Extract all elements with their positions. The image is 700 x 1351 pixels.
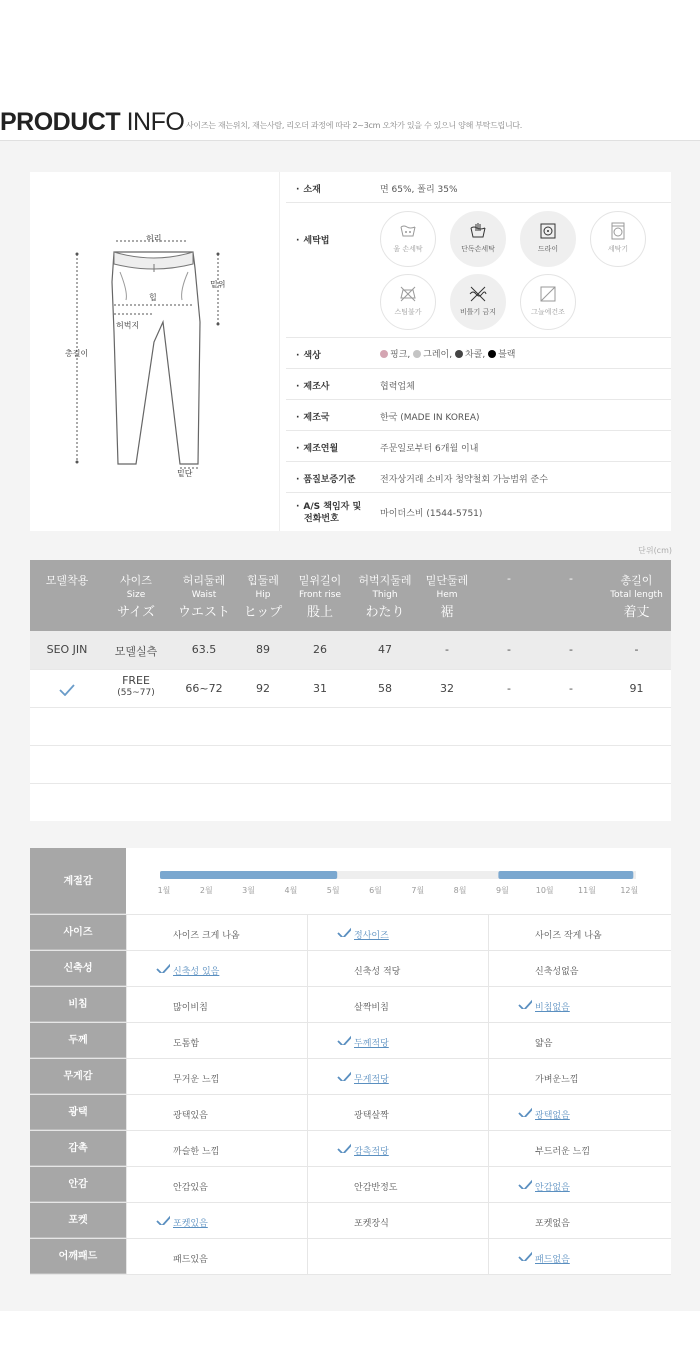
spec-material (286, 172, 671, 203)
fit-option-label: 포켓없음 (535, 1219, 570, 1229)
header-ko: 모델착용 (45, 574, 89, 587)
color-swatch (488, 350, 496, 358)
color-list (380, 347, 515, 360)
fit-option-label: 사이즈 작게 나옴 (535, 931, 602, 941)
fit-option-label: 포켓장식 (354, 1219, 389, 1229)
title-bold: PRODUCT (0, 108, 121, 136)
header-ja: サイズ (117, 605, 155, 620)
color-swatch (455, 350, 463, 358)
spec-value: 마이더스비 (1544-5751) (380, 509, 483, 519)
fit-option-label: 부드러운 느낌 (535, 1147, 591, 1157)
spec-key: · 제조연월 (296, 441, 338, 454)
header-ko: 힙둘레 (247, 574, 279, 587)
spec-key: · 품질보증기준 (296, 472, 356, 485)
size-value-cell: 66~72 (185, 682, 223, 695)
month-label: 11월 (578, 886, 596, 895)
month-label: 10월 (535, 886, 554, 895)
size-name: FREE (122, 674, 150, 687)
fit-option-label: 안감있음 (173, 1183, 208, 1193)
fit-option (488, 1239, 671, 1274)
as-key-line1: A/S 책임자 및 (303, 502, 362, 512)
fit-key: 안감 (30, 1167, 126, 1202)
fit-option (126, 915, 307, 950)
model-cell: - (569, 643, 573, 656)
color-name: 핑크, (390, 350, 414, 360)
size-header-cell (354, 560, 416, 620)
spec-value: 협력업체 (380, 382, 415, 392)
fit-option (126, 1239, 307, 1274)
fit-option (126, 1095, 307, 1130)
size-table-header (30, 560, 671, 631)
as-key-line2: 전화번호 (304, 514, 339, 524)
no-steam-icon (398, 284, 418, 304)
fit-row (30, 1167, 671, 1203)
check-icon (518, 1107, 532, 1117)
size-header-cell (240, 560, 286, 620)
model-cell: 63.5 (191, 643, 217, 656)
month-label: 2월 (199, 886, 213, 895)
wash-label: 드라이 (537, 245, 559, 253)
model-cell: 89 (256, 643, 270, 656)
fit-option (126, 987, 307, 1022)
header-ko: 총길이 (620, 574, 653, 587)
size-table-empty-row (30, 708, 671, 746)
fit-option-label: 얇음 (535, 1039, 553, 1049)
fit-option (307, 1239, 488, 1274)
title-light: INFO (126, 108, 185, 136)
fit-option (126, 1167, 307, 1202)
fit-option-label: 무게적당 (354, 1075, 389, 1085)
fit-option (488, 951, 671, 986)
fit-option (488, 1023, 671, 1058)
wash-label: 단독손세탁 (461, 245, 495, 253)
model-cell: - (634, 643, 639, 656)
size-header-cell (286, 560, 354, 620)
wash-option (450, 274, 506, 330)
size-header-cell (416, 560, 478, 620)
month-label: 5월 (326, 886, 340, 895)
fit-option (488, 1203, 671, 1238)
fit-option (126, 1023, 307, 1058)
fit-option-label: 신축성 적당 (354, 967, 401, 977)
wash-label: 세탁기 (607, 245, 629, 253)
check-icon (156, 1215, 170, 1225)
fit-option-label: 패드없음 (535, 1255, 570, 1265)
fit-option-label: 두께적당 (354, 1039, 389, 1049)
fit-key: 두께 (30, 1023, 126, 1058)
spec-key (296, 501, 361, 525)
size-header-cell (104, 560, 168, 620)
fit-row (30, 1023, 671, 1059)
spec-card (30, 172, 671, 531)
fit-option-label: 광택살짝 (354, 1111, 389, 1121)
fit-option-label: 안감반정도 (354, 1183, 398, 1193)
fit-row (30, 915, 671, 951)
spec-value: 전자상거래 소비자 청약철회 가능범위 준수 (380, 475, 548, 485)
check-icon (156, 963, 170, 973)
header-ko: 허벅지둘레 (358, 574, 412, 587)
spec-country (286, 400, 671, 431)
season-bar (126, 848, 671, 915)
separate-hand-wash-icon (468, 221, 488, 241)
spec-maker (286, 369, 671, 400)
color-swatch (380, 350, 388, 358)
size-note: 사이즈는 재는위치, 재는사람, 리오더 과정에 따라 2~3cm 오차가 있을 수 있으니 양해 부탁드립니다. (186, 121, 523, 130)
size-table-model-row (30, 631, 671, 670)
total-length-label: 총길이 (65, 349, 89, 358)
header-ko: 밑단둘레 (425, 574, 469, 587)
spec-value: 주문일로부터 6개월 이내 (380, 444, 479, 454)
check-icon (518, 999, 532, 1009)
model-cell: 47 (378, 643, 392, 656)
header-ja: 着丈 (623, 605, 650, 620)
size-header-cell (602, 560, 671, 620)
fit-option-label: 패드있음 (173, 1255, 208, 1265)
fit-option (307, 1059, 488, 1094)
hip-label: 힙 (149, 293, 157, 302)
pants-diagram (30, 172, 280, 531)
fit-option-label: 신축성없음 (535, 967, 579, 977)
fit-row (30, 987, 671, 1023)
fit-option (307, 915, 488, 950)
header-en: Front rise (298, 590, 342, 600)
fit-option-label: 까슬한 느낌 (173, 1147, 220, 1157)
hem-label: 밑단 (177, 469, 193, 478)
fit-option (307, 1023, 488, 1058)
fit-key: 비침 (30, 987, 126, 1022)
season-active-range (160, 871, 337, 879)
color-swatch (413, 350, 421, 358)
wash-label: 스팀불가 (394, 308, 422, 316)
fit-key: 무게감 (30, 1059, 126, 1094)
page-title (0, 108, 184, 137)
header-ja: ウエスト (177, 605, 230, 620)
check-icon (337, 1071, 351, 1081)
season-row (30, 848, 671, 915)
fit-option (307, 1095, 488, 1130)
check-icon (518, 1179, 532, 1189)
fit-option (488, 1167, 671, 1202)
spec-key: · 색상 (296, 348, 321, 361)
fit-option-label: 감촉적당 (354, 1147, 389, 1157)
month-label: 7월 (411, 886, 425, 895)
wash-label: 비틀기 금지 (459, 308, 497, 316)
spec-key: · 세탁법 (296, 233, 330, 246)
season-key: 계절감 (30, 848, 126, 914)
fit-option (488, 915, 671, 950)
header-ja: 股上 (306, 605, 333, 620)
header-en: Size (126, 590, 146, 600)
model-cell: SEO JIN (46, 643, 88, 656)
fit-option (488, 1095, 671, 1130)
header-ko: 밑위길이 (298, 574, 342, 587)
month-label: 12월 (620, 886, 639, 895)
size-value-cell: 31 (313, 682, 327, 695)
month-label: 8월 (453, 886, 467, 895)
fit-key: 광택 (30, 1095, 126, 1130)
size-table-size-row (30, 670, 671, 708)
spec-key: · 제조사 (296, 379, 330, 392)
fit-option-label: 포켓있음 (173, 1219, 208, 1229)
wool-hand-wash-icon (398, 221, 418, 241)
check-icon (337, 1035, 351, 1045)
month-label: 4월 (284, 886, 298, 895)
model-cell: 모델실측 (114, 645, 158, 658)
header-ko: - (507, 572, 511, 585)
header-ko: - (569, 572, 573, 585)
header-en: Waist (191, 590, 217, 600)
fit-option-label: 도톰함 (173, 1039, 200, 1049)
model-cell: 26 (313, 643, 327, 656)
wash-option (520, 274, 576, 330)
size-value-cell: - (569, 682, 573, 695)
fit-row (30, 1203, 671, 1239)
fit-row (30, 1131, 671, 1167)
check-icon (59, 684, 75, 696)
thigh-label: 허벅지 (116, 321, 140, 330)
spec-value: 한국 (MADE IN KOREA) (380, 413, 480, 423)
product-info-header (0, 108, 700, 140)
header-ja: 裾 (440, 605, 454, 620)
spec-key: · 소재 (296, 182, 321, 195)
size-value-cell: 92 (256, 682, 270, 695)
size-table-empty-row (30, 784, 671, 821)
fit-option-label: 무거운 느낌 (173, 1075, 220, 1085)
month-label: 6월 (369, 886, 382, 895)
color-name: 블랙 (498, 350, 516, 360)
header-ja: ヒップ (243, 605, 283, 620)
fit-option (126, 1203, 307, 1238)
season-active-range (498, 871, 633, 879)
wash-option (380, 274, 436, 330)
unit-label: 단위(cm) (638, 546, 672, 555)
fit-option (307, 1167, 488, 1202)
fit-option (307, 1131, 488, 1166)
wash-option (520, 211, 576, 267)
size-value-cell: 91 (629, 682, 644, 695)
size-value-cell: 32 (440, 682, 454, 695)
spec-as (286, 493, 671, 531)
fit-option (126, 951, 307, 986)
fit-option-label: 신축성 있음 (173, 967, 220, 977)
fit-option-label: 비침없음 (535, 1003, 570, 1013)
washing-machine-icon (608, 221, 628, 241)
fit-option (488, 1059, 671, 1094)
fit-option (307, 987, 488, 1022)
fit-key: 포켓 (30, 1203, 126, 1238)
size-cell (104, 674, 168, 699)
fit-option-label: 광택없음 (535, 1111, 570, 1121)
model-cell: - (507, 643, 511, 656)
model-cell: - (445, 643, 449, 656)
fit-key: 감촉 (30, 1131, 126, 1166)
size-value-cell: 58 (378, 682, 392, 695)
spec-warranty (286, 462, 671, 493)
spec-date (286, 431, 671, 462)
spec-washing (286, 203, 671, 338)
fit-option-label: 살짝비침 (354, 1003, 389, 1013)
color-name: 그레이, (423, 350, 455, 360)
no-wring-icon (468, 284, 488, 304)
size-header-cell (478, 560, 540, 585)
wash-label: 그늘에건조 (531, 308, 565, 316)
check-icon (337, 927, 351, 937)
header-en: Thigh (372, 590, 398, 600)
month-label: 3월 (242, 886, 256, 895)
check-icon (337, 1143, 351, 1153)
size-header-cell (540, 560, 602, 585)
fit-option (488, 1131, 671, 1166)
fit-option-label: 안감없음 (535, 1183, 570, 1193)
fit-option (126, 1131, 307, 1166)
month-label: 1월 (157, 886, 171, 895)
dry-clean-icon (538, 221, 558, 241)
spec-value: 면 65%, 폴리 35% (380, 185, 458, 195)
fit-key: 신축성 (30, 951, 126, 986)
rise-label: 밑위 (210, 280, 226, 289)
header-en: Hem (436, 590, 458, 600)
fit-option (488, 987, 671, 1022)
fit-option (307, 1203, 488, 1238)
fit-option-label: 광택있음 (173, 1111, 208, 1121)
size-table-empty-row (30, 746, 671, 784)
fit-option (126, 1059, 307, 1094)
check-icon (518, 1251, 532, 1261)
size-range: (55~77) (117, 688, 155, 698)
wash-option (450, 211, 506, 267)
color-name: 차콜, (464, 350, 489, 360)
header-en: Total length (610, 590, 663, 600)
spec-color (286, 338, 671, 369)
spec-key: · 제조국 (296, 410, 330, 423)
size-table (30, 560, 671, 821)
fit-row (30, 1059, 671, 1095)
fit-option (307, 951, 488, 986)
wash-label: 울 손세탁 (393, 245, 423, 253)
fit-option-label: 가벼운느낌 (535, 1075, 579, 1085)
waist-label: 허리 (146, 234, 162, 243)
fit-row (30, 1095, 671, 1131)
fit-key: 어깨패드 (30, 1239, 126, 1274)
fit-row (30, 951, 671, 987)
shade-dry-icon (538, 284, 558, 304)
size-value-cell: - (507, 682, 511, 695)
fit-key: 사이즈 (30, 915, 126, 950)
fit-option-label: 많이비침 (173, 1003, 208, 1013)
fit-option-label: 사이즈 크게 나옴 (173, 931, 240, 941)
wash-option (380, 211, 436, 267)
size-header-cell (168, 560, 240, 620)
spec-list (286, 172, 671, 531)
header-ja: わたり (365, 605, 405, 620)
size-header-cell (30, 560, 104, 588)
fit-table (30, 848, 671, 1275)
header-ko: 허리둘레 (182, 574, 226, 587)
fit-row (30, 1239, 671, 1275)
header-ko: 사이즈 (120, 574, 152, 587)
wash-option (590, 211, 646, 267)
header-en: Hip (255, 590, 271, 600)
month-label: 9월 (495, 886, 509, 895)
fit-option-label: 정사이즈 (354, 931, 389, 941)
